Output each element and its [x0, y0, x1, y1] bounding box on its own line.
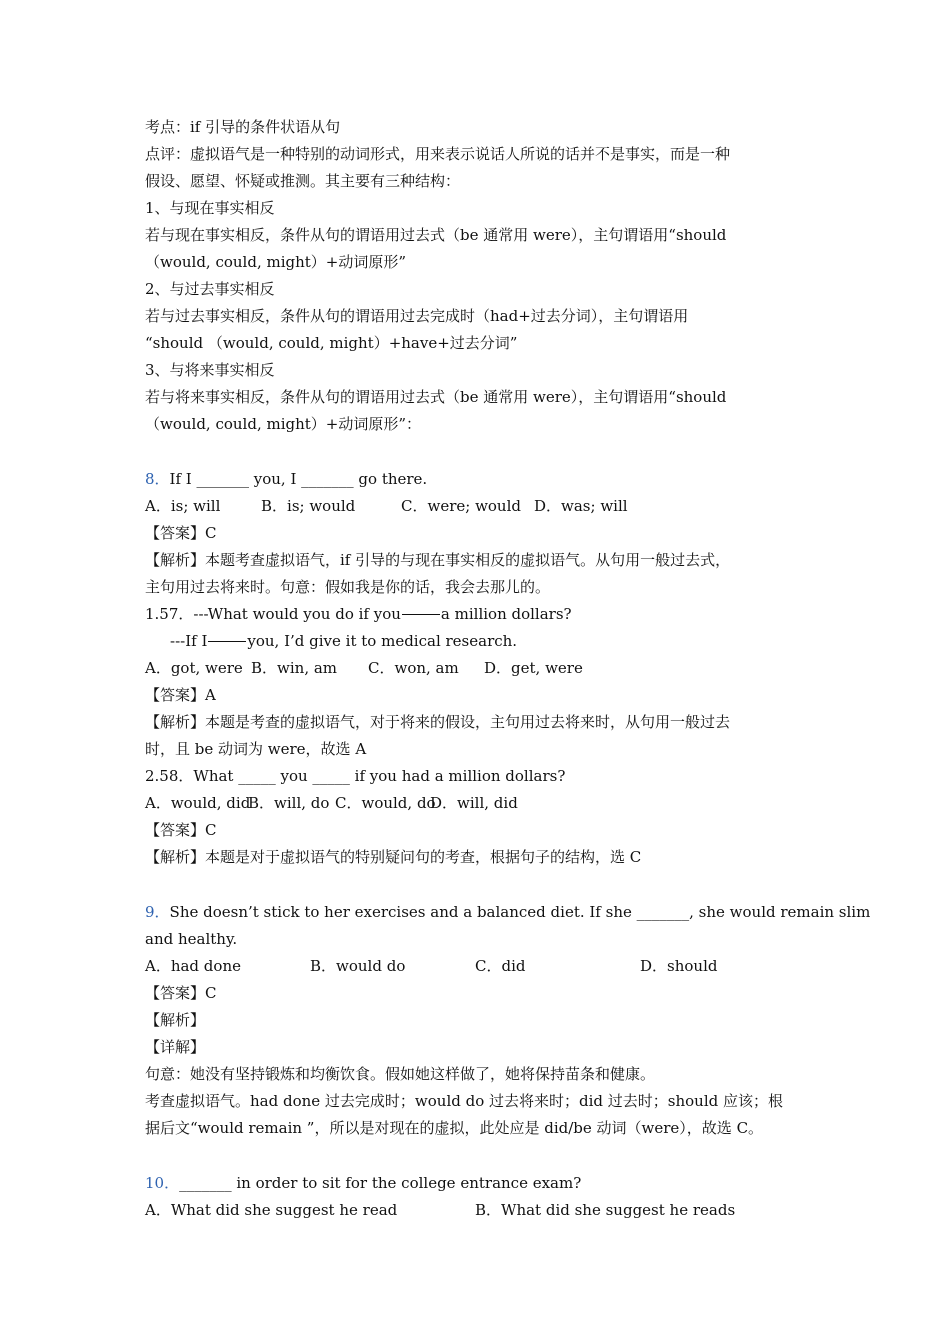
structure-3-title: 3、与将来事实相反 [145, 361, 275, 379]
option-c: C．would, do [335, 794, 436, 812]
question-text: If I _______ you, I _______ go there. [169, 470, 428, 488]
question-number: 10． [145, 1174, 180, 1192]
option-d: D．should [640, 957, 718, 975]
structure-2-rule-2: “should （would, could, might）+have+过去分词” [145, 334, 518, 352]
meaning-line: 句意：她没有坚持锻炼和均衡饮食。假如她这样做了，她将保持苗条和健康。 [145, 1065, 656, 1083]
option-b: B．is; would [261, 497, 356, 515]
structure-2-rule-1: 若与过去事实相反，条件从句的谓语用过去完成时（had+过去分词），主句谓语用 [145, 307, 689, 325]
kaodian-line: 考点：if 引导的条件状语从句 [145, 118, 341, 136]
detail-line-1: 考查虚拟语气。had done 过去完成时；would do 过去将来时；did 过去时；should 应该；根 [145, 1092, 784, 1110]
option-a: A．What did she suggest he read [145, 1201, 398, 1219]
option-a: A．would, did [145, 794, 251, 812]
question-text: you, I’d give it to medical research. [247, 632, 518, 650]
option-a: A．got, were [145, 659, 243, 677]
option-d: D．get, were [484, 659, 583, 677]
option-a: A．is; will [145, 497, 221, 515]
question-8 [145, 466, 810, 493]
question-8-2-options [145, 790, 810, 817]
question-text: She doesn’t stick to her exercises and a balanced diet. If she _______, she would remain slim [169, 903, 871, 921]
option-d: D．will, did [430, 794, 518, 812]
option-c: C．won, am [368, 659, 459, 677]
question-8-2: 2.58．What _____ you _____ if you had a million dollars? [145, 767, 566, 785]
jiexi-label: 【解析】 [145, 1011, 206, 1029]
question-text: 1.57．---What would you do if you [145, 605, 401, 623]
option-c: C．were; would [401, 497, 521, 515]
dianping-line-2: 假设、愿望、怀疑或推测。其主要有三种结构： [145, 172, 461, 190]
structure-3-rule-1: 若与将来事实相反，条件从句的谓语用过去式（be 通常用 were），主句谓语用“should [145, 388, 727, 406]
option-c: C．did [475, 957, 526, 975]
structure-3-rule-2: （would, could, might）+动词原形”： [145, 415, 422, 433]
question-text: a million dollars? [440, 605, 572, 623]
question-text: ---If I [170, 632, 208, 650]
question-8-1-options [145, 655, 810, 682]
question-text: _______ in order to sit for the college entrance exam? [179, 1174, 582, 1192]
structure-2-title: 2、与过去事实相反 [145, 280, 275, 298]
option-d: D．was; will [534, 497, 628, 515]
detail-line-2: 据后文“would remain ”，所以是对现在的虚拟，此处应是 did/be 动词（were），故选 C。 [145, 1119, 764, 1137]
structure-1-rule-2: （would, could, might）+动词原形” [145, 253, 407, 271]
xiangjie-label: 【详解】 [145, 1038, 206, 1056]
question-9-options [145, 953, 810, 980]
answer: 【答案】C [145, 524, 217, 542]
option-b: B．will, do [248, 794, 330, 812]
answer: 【答案】C [145, 821, 217, 839]
question-8-1-line-2 [145, 628, 810, 655]
analysis-line-1: 【解析】本题考查虚拟语气，if 引导的与现在事实相反的虚拟语气。从句用一般过去式， [145, 551, 731, 569]
question-8-options [145, 493, 810, 520]
structure-1-rule-1: 若与现在事实相反，条件从句的谓语用过去式（be 通常用 were），主句谓语用“should [145, 226, 727, 244]
analysis: 【解析】本题是对于虚拟语气的特别疑问句的考查，根据句子的结构，选 C [145, 848, 642, 866]
structure-1-title: 1、与现在事实相反 [145, 199, 275, 217]
question-9-text-2: and healthy. [145, 930, 238, 948]
document-page [145, 114, 871, 1224]
option-b: B．What did she suggest he reads [475, 1201, 736, 1219]
question-number: 8． [145, 470, 170, 488]
option-a: A．had done [145, 957, 241, 975]
question-number: 9． [145, 903, 170, 921]
question-9 [145, 899, 871, 926]
analysis-line-2: 主句用过去将来时。句意：假如我是你的话，我会去那儿的。 [145, 578, 551, 596]
analysis-line-2: 时，且 be 动词为 were，故选 A [145, 740, 367, 758]
question-10 [145, 1170, 810, 1197]
answer: 【答案】A [145, 686, 216, 704]
analysis-line-1: 【解析】本题是考查的虚拟语气，对于将来的假设，主句用过去将来时，从句用一般过去 [145, 713, 731, 731]
blank-underline [402, 614, 440, 615]
option-b: B．would do [310, 957, 406, 975]
question-8-1-line-1 [145, 601, 810, 628]
option-b: B．win, am [251, 659, 338, 677]
question-10-options [145, 1197, 810, 1224]
blank-underline [208, 641, 246, 642]
dianping-line-1: 点评：虚拟语气是一种特别的动词形式，用来表示说话人所说的话并不是事实，而是一种 [145, 145, 731, 163]
answer: 【答案】C [145, 984, 217, 1002]
